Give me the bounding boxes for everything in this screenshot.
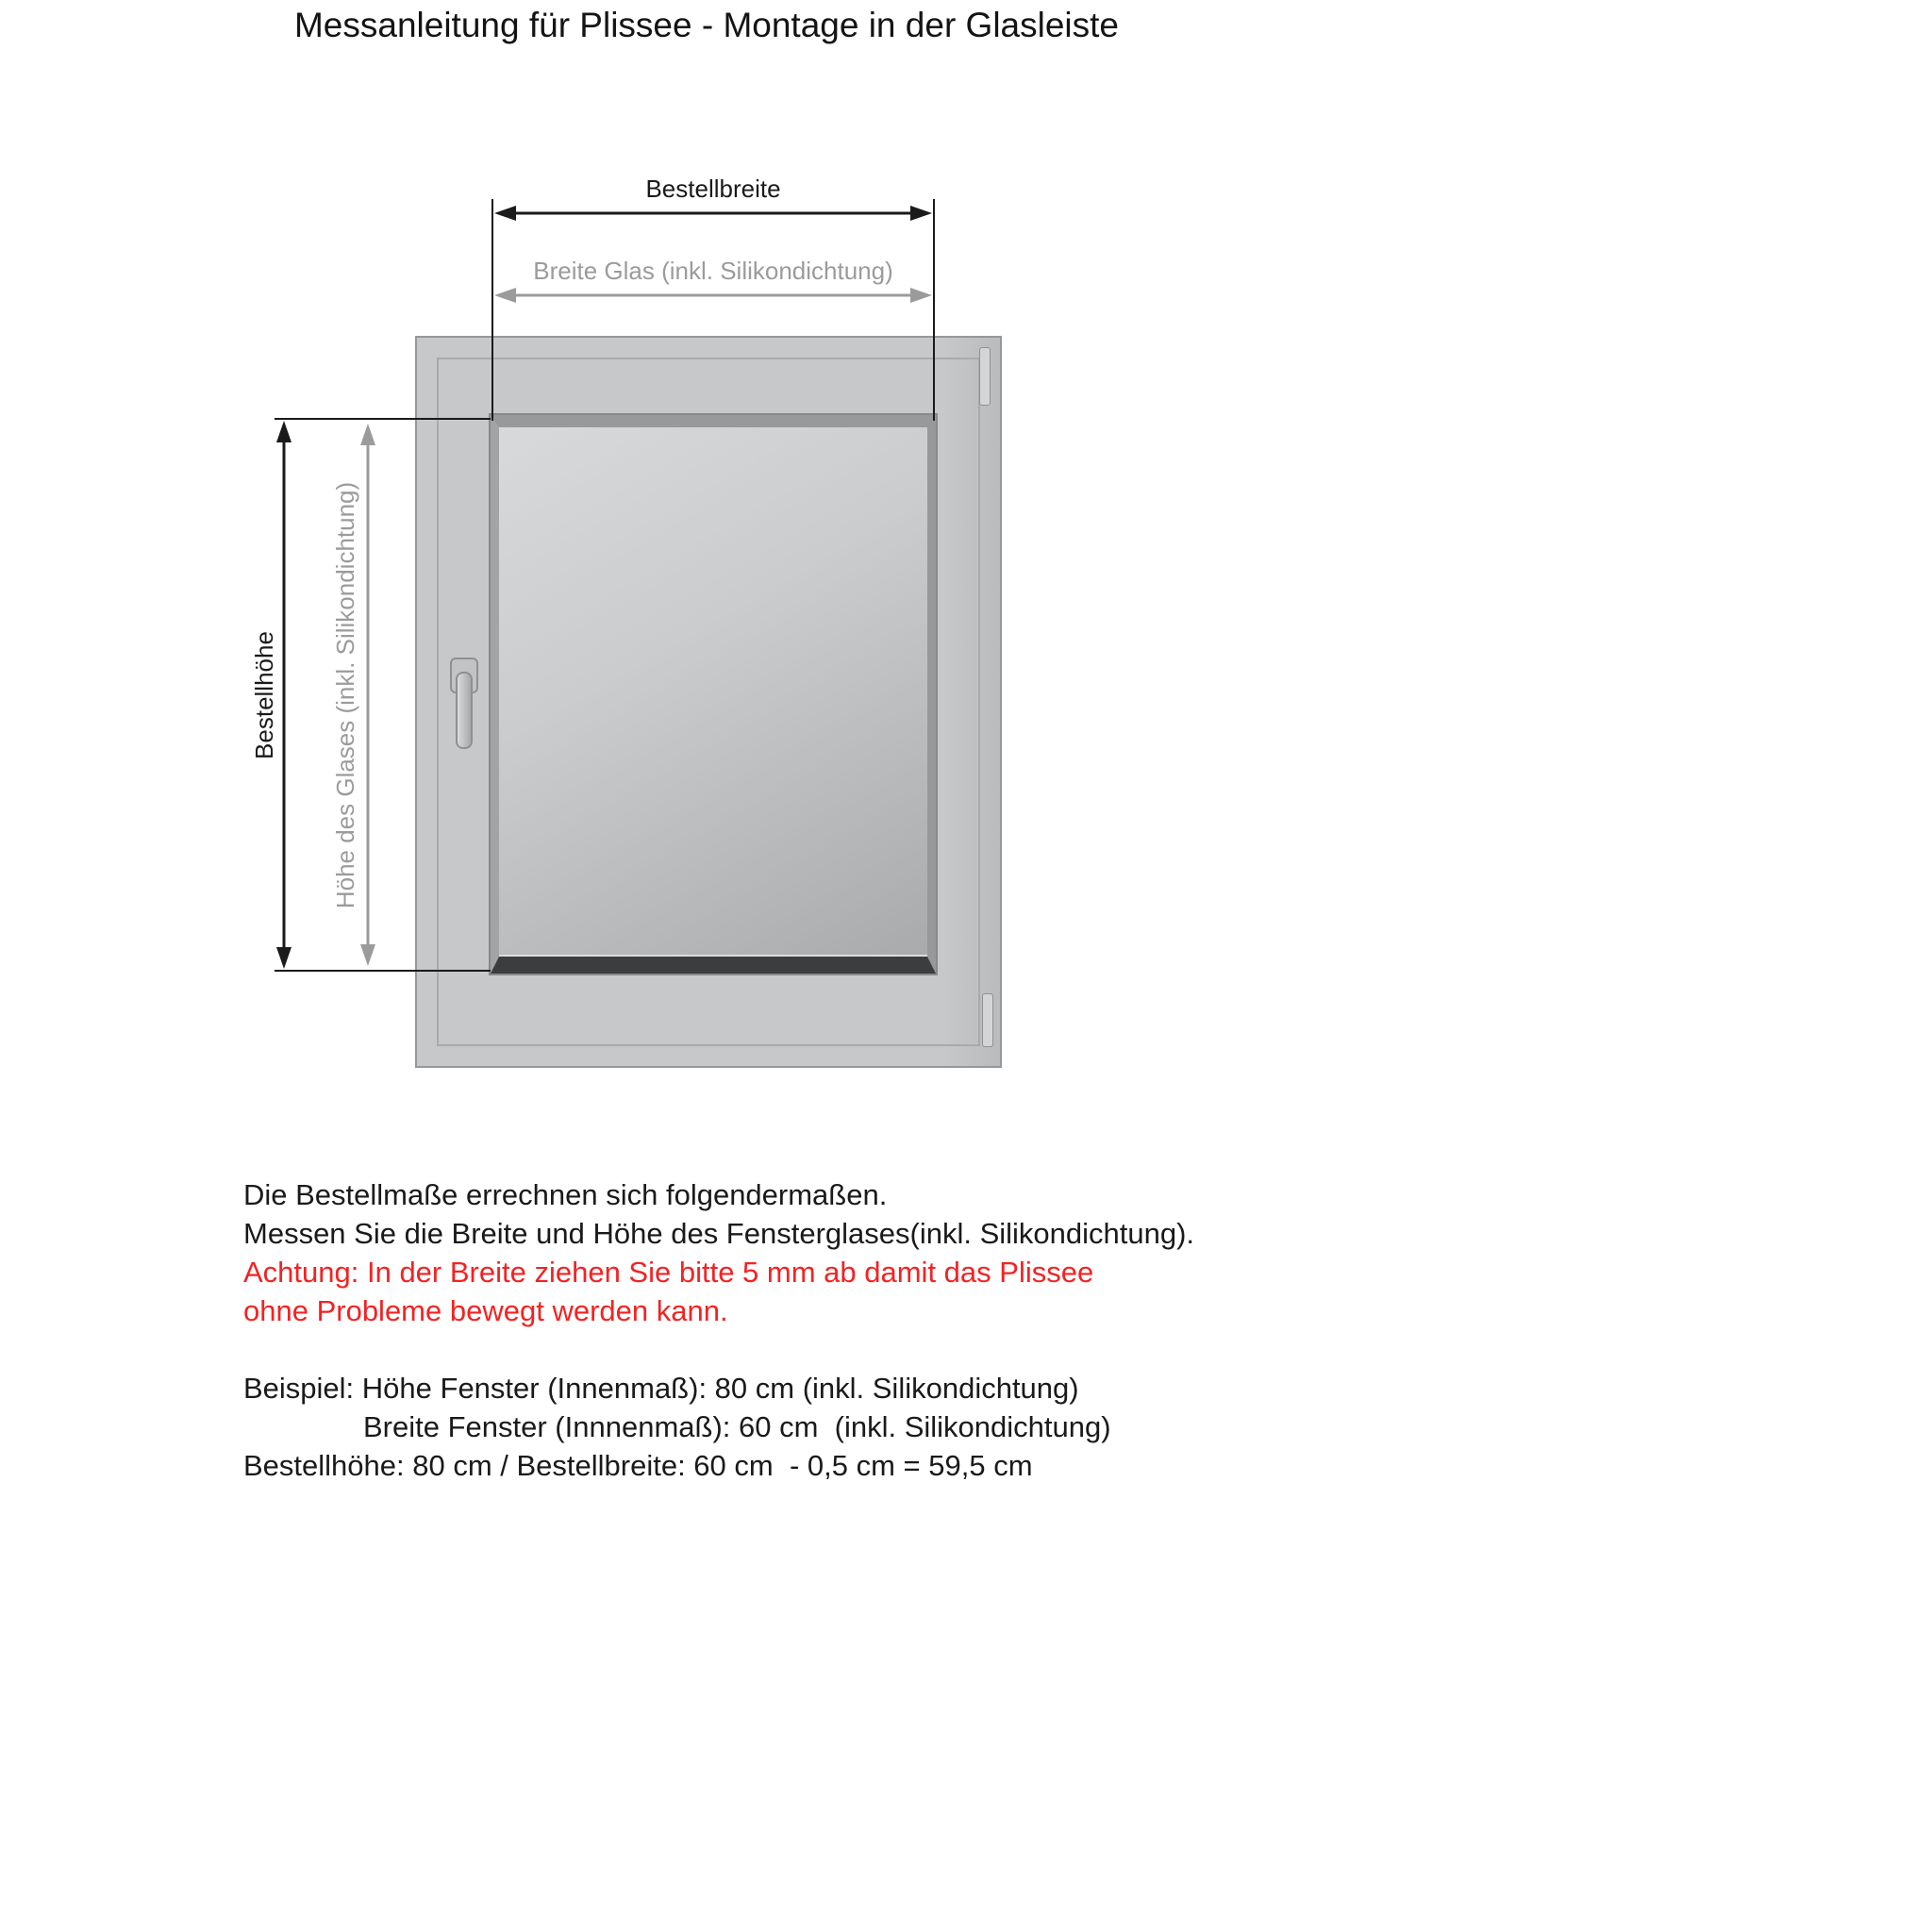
glass-width-label: Breite Glas (inkl. Silikondichtung) — [533, 257, 893, 285]
glass-height-label: Höhe des Glases (inkl. Silikondichtung) — [331, 481, 359, 909]
text-spacer — [243, 1330, 1564, 1369]
instructions-block — [243, 1175, 1564, 1485]
order-width-arrow — [494, 206, 932, 221]
page-title: Messanleitung für Plissee - Montage in der Glasleiste — [293, 6, 1120, 44]
window-handle — [456, 672, 473, 749]
example-line2: Breite Fenster (Innnenmaß): 60 cm (inkl. Silikondichtung) — [363, 1410, 1111, 1443]
example-line3: Bestellhöhe: 80 cm / Bestellbreite: 60 cm - 0,5 cm = 59,5 cm — [243, 1449, 1033, 1482]
window-measurement-diagram — [0, 0, 1132, 1132]
order-height-label: Bestellhöhe — [250, 631, 278, 759]
warning-line1: Achtung: In der Breite ziehen Sie bitte 5 mm ab damit das Plissee — [243, 1256, 1094, 1289]
glass-width-arrow — [494, 288, 932, 303]
instruction-intro-line2: Messen Sie die Breite und Höhe des Fensterglases(inkl. Silikondichtung). — [243, 1217, 1195, 1250]
example-line1: Beispiel: Höhe Fenster (Innenmaß): 80 cm (inkl. Silikondichtung) — [243, 1372, 1079, 1405]
hinge-top-icon — [979, 347, 991, 406]
instruction-intro-line1: Die Bestellmaße errechnen sich folgendermaßen. — [243, 1178, 888, 1211]
window-glass-pane — [491, 415, 936, 974]
order-width-label: Bestellbreite — [645, 175, 781, 203]
warning-line2: ohne Probleme bewegt werden kann. — [243, 1294, 728, 1327]
hinge-bottom-icon — [982, 993, 993, 1047]
